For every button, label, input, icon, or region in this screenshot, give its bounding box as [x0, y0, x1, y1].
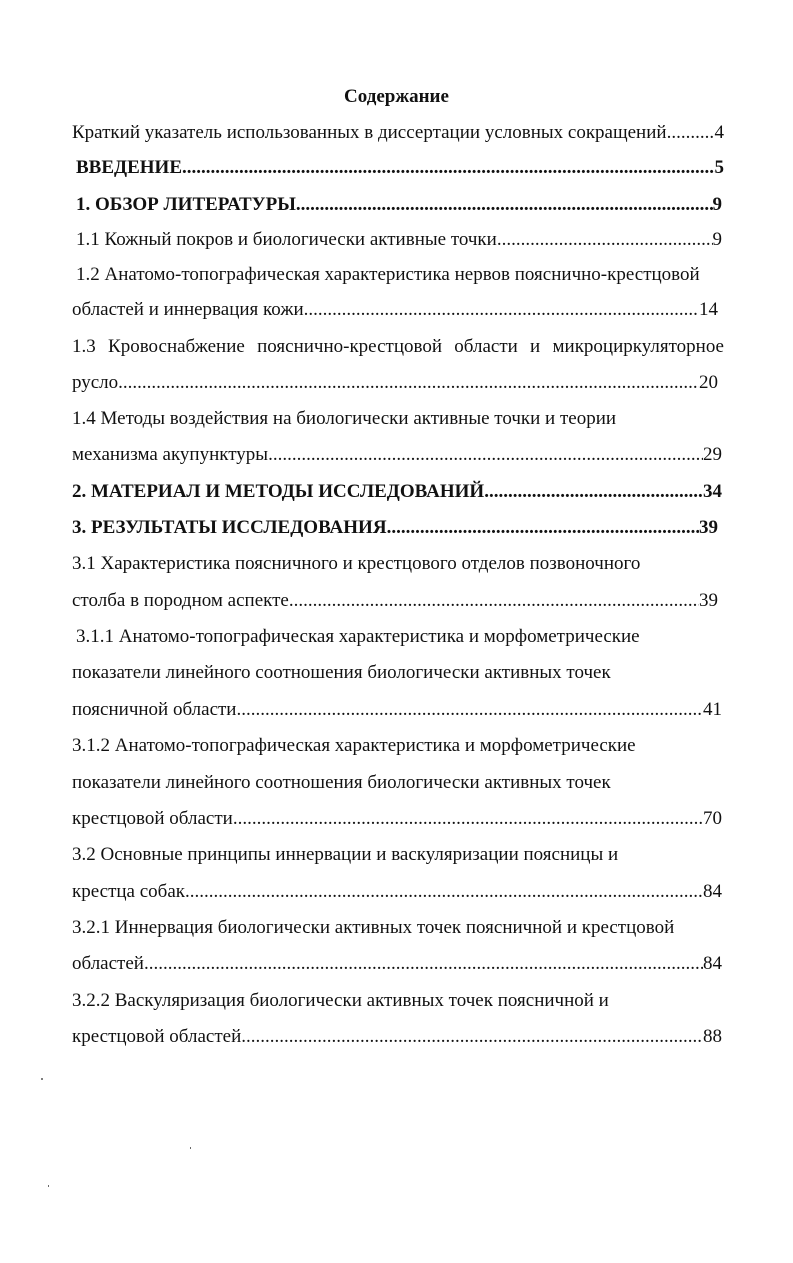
toc-entry-label: 1. ОБЗОР ЛИТЕРАТУРЫ [76, 194, 296, 215]
toc-entry-3-2-2-line1: 3.2.2 Васкуляризация биологически активных точек поясничной и [72, 990, 609, 1011]
toc-entry-1-3-line1: 1.3 Кровоснабжение пояснично-крестцовой области и микроциркуляторное [72, 336, 724, 357]
toc-entry-page: 4 [714, 122, 724, 143]
toc-entry-3-1 [72, 589, 718, 613]
toc-entry-page: 41 [703, 699, 722, 720]
toc-entry-literature-review [76, 193, 722, 217]
toc-entry-page: 9 [712, 194, 722, 215]
toc-entry-3-1-2 [72, 807, 722, 831]
toc-entry-page: 88 [703, 1026, 722, 1047]
toc-entry-3-2-1 [72, 952, 722, 976]
toc-entry-3-2-1-line1: 3.2.1 Иннервация биологически активных точек поясничной и крестцовой [72, 917, 675, 938]
toc-entry-1-4 [72, 443, 722, 467]
toc-entry-label: 2. МАТЕРИАЛ И МЕТОДЫ ИССЛЕДОВАНИЙ [72, 481, 485, 502]
toc-entry-3-2 [72, 880, 722, 904]
toc-entry-3-2-line1: 3.2 Основные принципы иннервации и васкуляризации поясницы и [72, 844, 619, 865]
toc-leader-dots [484, 480, 703, 504]
toc-entry-page: 5 [714, 157, 724, 178]
toc-entry-page: 20 [699, 372, 718, 393]
toc-entry-3-1-2-line1: 3.1.2 Анатомо-топографическая характеристика и морфометрические [72, 735, 636, 756]
toc-entry-materials-methods [72, 480, 722, 504]
toc-entry-label: 3. РЕЗУЛЬТАТЫ ИССЛЕДОВАНИЯ [72, 517, 387, 538]
toc-leader-dots [185, 880, 703, 904]
toc-entry-3-1-1-line2: показатели линейного соотношения биологически активных точек [72, 662, 611, 683]
toc-entry-label: крестцовой областей [72, 1026, 242, 1047]
toc-entry-label: Краткий указатель использованных в диссертации условных сокращений [72, 122, 667, 143]
toc-entry-1-1 [76, 228, 722, 252]
toc-entry-1-2-line1: 1.2 Анатомо-топографическая характеристика нервов пояснично-крестцовой [76, 264, 700, 285]
toc-entry-label: крестцовой области [72, 808, 233, 829]
toc-leader-dots [296, 193, 713, 217]
toc-entry-label: крестца собак [72, 881, 185, 902]
toc-entry-3-1-1-line1: 3.1.1 Анатомо-топографическая характеристика и морфометрические [76, 626, 640, 647]
toc-entry-label: областей и иннервация кожи [72, 299, 304, 320]
toc-entry-1-2 [72, 298, 718, 322]
toc-entry-3-1-line1: 3.1 Характеристика поясничного и крестцового отделов позвоночного [72, 553, 641, 574]
toc-entry-page: 84 [703, 881, 722, 902]
toc-entry-page: 70 [703, 808, 722, 829]
toc-entry-introduction [76, 156, 724, 180]
toc-entry-3-1-1 [72, 698, 722, 722]
toc-leader-dots [236, 698, 703, 722]
toc-entry-page: 9 [712, 229, 722, 250]
toc-entry-1-4-line1: 1.4 Методы воздействия на биологически активные точки и теории [72, 408, 617, 429]
toc-entry-results [72, 516, 718, 540]
toc-entry-page: 39 [699, 517, 718, 538]
toc-entry-label: областей [72, 953, 144, 974]
toc-entry-3-1-2-line2: показатели линейного соотношения биологически активных точек [72, 772, 611, 793]
toc-leader-dots [182, 156, 715, 180]
toc-entry-page: 34 [703, 481, 722, 502]
toc-entry-page: 14 [699, 299, 718, 320]
scan-speck [41, 1078, 43, 1080]
toc-entry-3-2-2 [72, 1025, 722, 1049]
toc-entry-page: 84 [703, 953, 722, 974]
toc-leader-dots [289, 589, 699, 613]
toc-leader-dots [387, 516, 699, 540]
toc-leader-dots [497, 228, 713, 252]
toc-entry-label: 1.1 Кожный покров и биологически активные точки [76, 229, 497, 250]
scan-speck [190, 1147, 191, 1149]
toc-leader-dots [144, 952, 703, 976]
toc-entry-label: русло [72, 372, 119, 393]
scan-speck [48, 1185, 49, 1187]
toc-entry-label: поясничной области [72, 699, 237, 720]
toc-entry-1-3 [72, 371, 718, 395]
toc-entry-label: механизма акупунктуры [72, 444, 269, 465]
toc-leader-dots [241, 1025, 703, 1049]
toc-entry-label: ВВЕДЕНИЕ [76, 157, 182, 178]
toc-entry-abbreviations [72, 121, 724, 145]
toc-leader-dots [304, 298, 699, 322]
toc-leader-dots [118, 371, 699, 395]
toc-leader-dots [233, 807, 703, 831]
toc-leader-dots [667, 121, 715, 145]
toc-leader-dots [268, 443, 703, 467]
page-title: Содержание [344, 86, 449, 107]
toc-entry-label: столба в породном аспекте [72, 590, 289, 611]
toc-entry-page: 29 [703, 444, 722, 465]
toc-entry-page: 39 [699, 590, 718, 611]
